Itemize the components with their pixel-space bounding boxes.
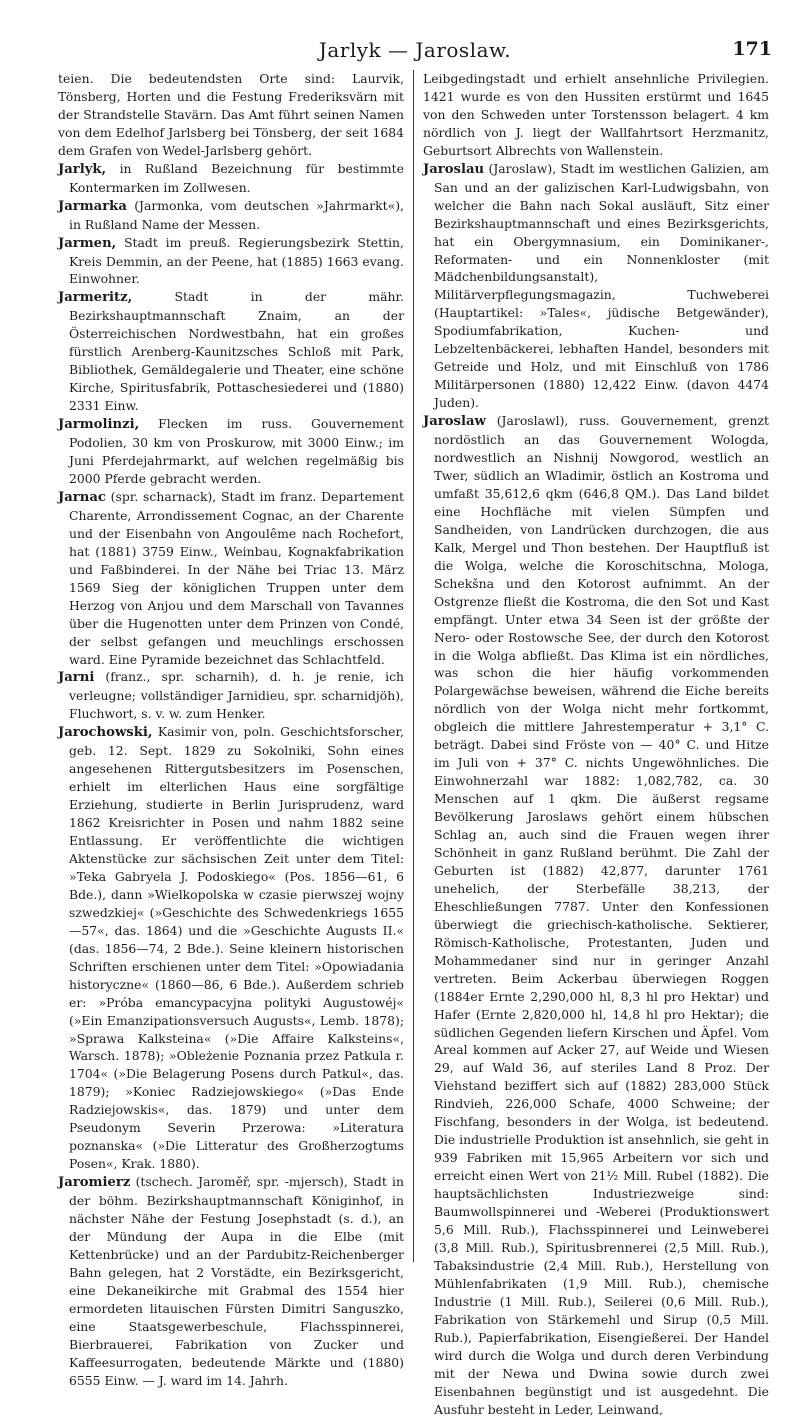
page-number: 171: [732, 38, 772, 60]
dictionary-entry: [58, 723, 404, 1173]
column-divider: [413, 70, 414, 1262]
dictionary-entry: [58, 288, 404, 415]
dictionary-entry: [58, 668, 404, 723]
entry-headword: Jarmen,: [58, 235, 117, 251]
page-header: [58, 38, 772, 64]
entry-headword: Jarlyk,: [58, 161, 107, 177]
entry-headword: Jarmarka: [58, 198, 127, 214]
entry-headword: Jarnac: [58, 489, 106, 505]
entry-text: (Jaroslaw), Stadt im westlichen Galizien, am San und an der galizischen Karl-Ludwigsbahn, von welcher die Bahn nach Sokal ausläuft, Sitz einer Bezirkshauptmannschaft und eines Bezirksgerichts, hat ein Obergymnasium, ein Dominikaner-, Reformaten- und ein Nonnenkloster (mit Mädchenbildungsanstalt), Militärverpflegungsmagazin, Tuchweberei (Hauptartikel: »Tales«, jüdische Betgewänder), Spodiumfabrikation, Kuchen- und Lebzeltenbäckerei, lebhaften Handel, besonders mit Getreide und Holz, und mit Einschluß von 1786 Militärpersonen (1880) 12,422 Einw. (davon 4474 Juden).: [434, 160, 769, 411]
entry-text: Kasimir von, poln. Geschichtsforscher, geb. 12. Sept. 1829 zu Sokolniki, Sohn eines angesehenen Rittergutsbesitzers im Posenschen, erhielt im elterlichen Haus eine sorgfältige Erziehung, studierte in Berlin Jurisprudenz, ward 1862 Kreisrichter in Posen und nahm 1882 seine Entlassung. Er veröffentlichte die wichtigen Aktenstücke zur sächsischen Zeit unter dem Titel: »Teka Gabryela J. Podoskiego« (Pos. 1856—61, 6 Bde.), dann »Wielkopolska w czasie pierwszej wojny szwedzkiej« (»Geschichte des Schwedenkriegs 1655—57«, das. 1864) und die »Geschichte Augusts II.« (das. 1856—74, 2 Bde.). Seine kleinern historischen Schriften erschienen unter dem Titel: »Opowiadania historyczne« (1860—86, 6 Bde.). Außerdem schrieb er: »Próba emancypacyjna polityki Augustowéj« (»Ein Emanzipationsversuch Augusts«, Lemb. 1878); »Sprawa Kalksteina« (»Die Affaire Kalksteins«, Warsch. 1878); »Obleżenie Poznania przez Patkula r. 1704« (»Die Belagerung Posens durch Patkul«, das. 1879); »Koniec Radziejowskiego« (»Das Ende Radziejowskis«, das. 1879) und unter dem Pseudonym Severin Przerowa: »Literatura poznanska« (»Die Litteratur des Großherzogtums Posen«, Krak. 1880).: [69, 724, 404, 1172]
entry-headword: Jarmolinzi,: [58, 417, 140, 433]
entry-headword: Jaromierz: [58, 1175, 131, 1191]
dictionary-entry: [58, 234, 404, 289]
right-column: [423, 70, 769, 1417]
entry-headword: Jaroslau: [423, 161, 485, 177]
dictionary-entry: [423, 412, 769, 1418]
dictionary-entry: [58, 1173, 404, 1389]
entry-text: (tschech. Jaroměř, spr. -mjersch), Stadt in der böhm. Bezirkshauptmannschaft Königinhof, in nächster Nähe der Festung Josephstadt (s. d.), an der Mündung der Aupa in die Elbe (mit Kettenbrücke) und an der Pardubitz-Reichenberger Bahn gelegen, hat 2 Vorstädte, ein Bezirksgericht, eine Dekaneikirche mit Grabmal des 1554 hier ermordeten litauischen Fürsten Dimitri Sanguszko, eine Staatsgewerbeschule, Flachsspinnerei, Bierbrauerei, Fabrikation von Zucker und Kaffeesurrogaten, bedeutende Märkte und (1880) 6555 Einw. — J. ward im 14. Jahrh.: [69, 1174, 404, 1388]
entry-text: Stadt im preuß. Regierungsbezirk Stettin, Kreis Demmin, an der Peene, hat (1885) 1663 evang. Einwohner.: [69, 234, 404, 287]
dictionary-entry: [423, 160, 769, 412]
entry-text: teien. Die bedeutendsten Orte sind: Laurvik, Tönsberg, Horten und die Festung Frederiksvärn mit der Strandstelle Stavärn. Das Amt führt seinen Namen von dem Edelhof Jarlsberg bei Tönsberg, der seit 1684 dem Grafen von Wedel-Jarlsberg gehört.: [58, 71, 404, 158]
entry-text: (Jaroslawl), russ. Gouvernement, grenzt nordöstlich an das Gouvernement Wologda, nordwestlich an Nishnij Nowgorod, westlich an Twer, südlich an Wladimir, östlich an Kostroma und umfaßt 35,612,6 qkm (646,8 QM.). Das Land bildet eine Hochfläche mit vielen Sümpfen und Sandheiden, von Landrücken durchzogen, die aus Kalk, Mergel und Thon bestehen. Der Hauptfluß ist die Wolga, welche die Koroschitschna, Mologa, Schekšna und den Kotorost aufnimmt. An der Ostgrenze fließt die Kostroma, die den Sot und Kast empfängt. Unter etwa 34 Seen ist der größte der Nero- oder Rostowsche See, der durch den Kotorost in die Wolga abfließt. Das Klima ist ein nördliches, was schon die hier häufig vorkommenden Polargewächse beweisen, während die Eiche bereits nördlich von der Wolga nicht mehr fortkommt, obgleich die mittlere Jahrestemperatur + 3,1° C. beträgt. Dabei sind Fröste von — 40° C. und Hitze im Juli von + 37° C. nichts Ungewöhnliches. Die Einwohnerzahl war 1882: 1,082,782, ca. 30 Menschen auf 1 qkm. Die äußerst regsame Bevölkerung Jaroslaws gehört einem hübschen Schlag an, auch sind die Frauen wegen ihrer Schönheit in ganz Rußland berühmt. Die Zahl der Geburten ist (1882) 42,877, darunter 1761 unehelich, der Sterbefälle 38,213, der Eheschließungen 7787. Unter den Konfessionen überwiegt die griechisch-katholische. Sektierer, Römisch-Katholische, Protestanten, Juden und Mohammedaner sind nur in geringer Anzahl vertreten. Beim Ackerbau überwiegen Roggen (1884er Ernte 2,290,000 hl, 8,3 hl pro Hektar) und Hafer (Ernte 2,820,000 hl, 14,8 hl pro Hektar); die südlichen Gegenden liefern Kirschen und Äpfel. Vom Areal kommen auf Acker 27, auf Weide und Wiesen 29, auf Wald 36, auf steriles Land 8 Proz. Der Viehstand beziffert sich auf (1882) 283,000 Stück Rindvieh, 226,000 Schafe, 4000 Schweine; der Fischfang, besonders in der Wolga, ist bedeutend. Die industrielle Produktion ist ansehnlich, sie geht in 939 Fabriken mit 15,965 Arbeitern vor sich und erreicht einen Wert von 21½ Mill. Rubel (1882). Die hauptsächlichsten Industriezweige sind: Baumwollspinnerei und -Weberei (Produktionswert 5,6 Mill. Rub.), Flachsspinnerei und Leinweberei (3,8 Mill. Rub.), Spiritusbrennerei (2,5 Mill. Rub.), Tabaksindustrie (2,4 Mill. Rub.), Herstellung von Mühlenfabrikaten (1,9 Mill. Rub.), chemische Industrie (1 Mill. Rub.), Seilerei (0,6 Mill. Rub.), Fabrikation von Stärkemehl und Sirup (0,5 Mill. Rub.), Papierfabrikation, Eisengießerei. Der Handel wird durch die Wolga und durch deren Verbindung mit der Newa und Dwina sowie durch zwei Eisenbahnen begünstigt und ist ausgedehnt. Die Ausfuhr besteht in Leder, Leinwand,: [434, 413, 769, 1417]
entry-headword: Jarni: [58, 670, 95, 686]
dictionary-entry: [58, 488, 404, 669]
entry-continuation: [58, 70, 404, 160]
dictionary-entry: [58, 160, 404, 197]
entry-text: Leibgedingstadt und erhielt ansehnliche Privilegien. 1421 wurde es von den Hussiten erstürmt und 1645 von den Schweden unter Torstensson belagert. 4 km nördlich von J. liegt der Wallfahrtsort Herzmanitz, Geburtsort Albrechts von Wallenstein.: [423, 71, 769, 158]
entry-text: (franz., spr. scharnih), d. h. je renie, ich verleugne; vollständiger Jarnidieu, spr. scharnidjöh), Fluchwort, s. v. w. zum Henker.: [69, 669, 404, 722]
entry-headword: Jarochowski,: [58, 725, 153, 741]
dictionary-entry: [58, 415, 404, 488]
entry-headword: Jarmeritz,: [58, 290, 133, 306]
entry-text: Stadt in der mähr. Bezirkshauptmannschaft Znaim, an der Österreichischen Nordwestbahn, hat ein großes fürstlich Arenberg-Kaunitzsches Schloß mit Park, Bibliothek, Gemäldegalerie und Theater, eine schöne Kirche, Spiritusfabrik, Pottaschesiederei und (1880) 2331 Einw.: [69, 289, 404, 414]
dictionary-entry: [58, 197, 404, 234]
entry-text: (Jarmonka, vom deutschen »Jahrmarkt«), in Rußland Name der Messen.: [69, 197, 404, 232]
entry-text: (spr. scharnack), Stadt im franz. Departement Charente, Arrondissement Cognac, an der Charente und der Eisenbahn von Angoulême nach Rochefort, hat (1881) 3759 Einw., Weinbau, Kognakfabrikation und Faßbinderei. In der Nähe bei Triac 13. März 1569 Sieg der königlichen Truppen unter dem Herzog von Anjou und dem Marschall von Tavannes über die Hugenotten unter dem Prinzen von Condé, der selbst gefangen und meuchlings erschossen ward. Eine Pyramide bezeichnet das Schlachtfeld.: [69, 488, 404, 667]
running-title: Jarlyk — Jaroslaw.: [318, 38, 512, 62]
entry-headword: Jaroslaw: [423, 414, 486, 430]
left-column: [58, 70, 404, 1388]
entry-continuation: [423, 70, 769, 160]
entry-text: in Rußland Bezeichnung für bestimmte Kontermarken im Zollwesen.: [69, 160, 404, 195]
entry-text: Flecken im russ. Gouvernement Podolien, 30 km von Proskurow, mit 3000 Einw.; im Juni Pferdejahrmarkt, auf welchen regelmäßig bis 2000 Pferde gebracht werden.: [69, 416, 404, 486]
